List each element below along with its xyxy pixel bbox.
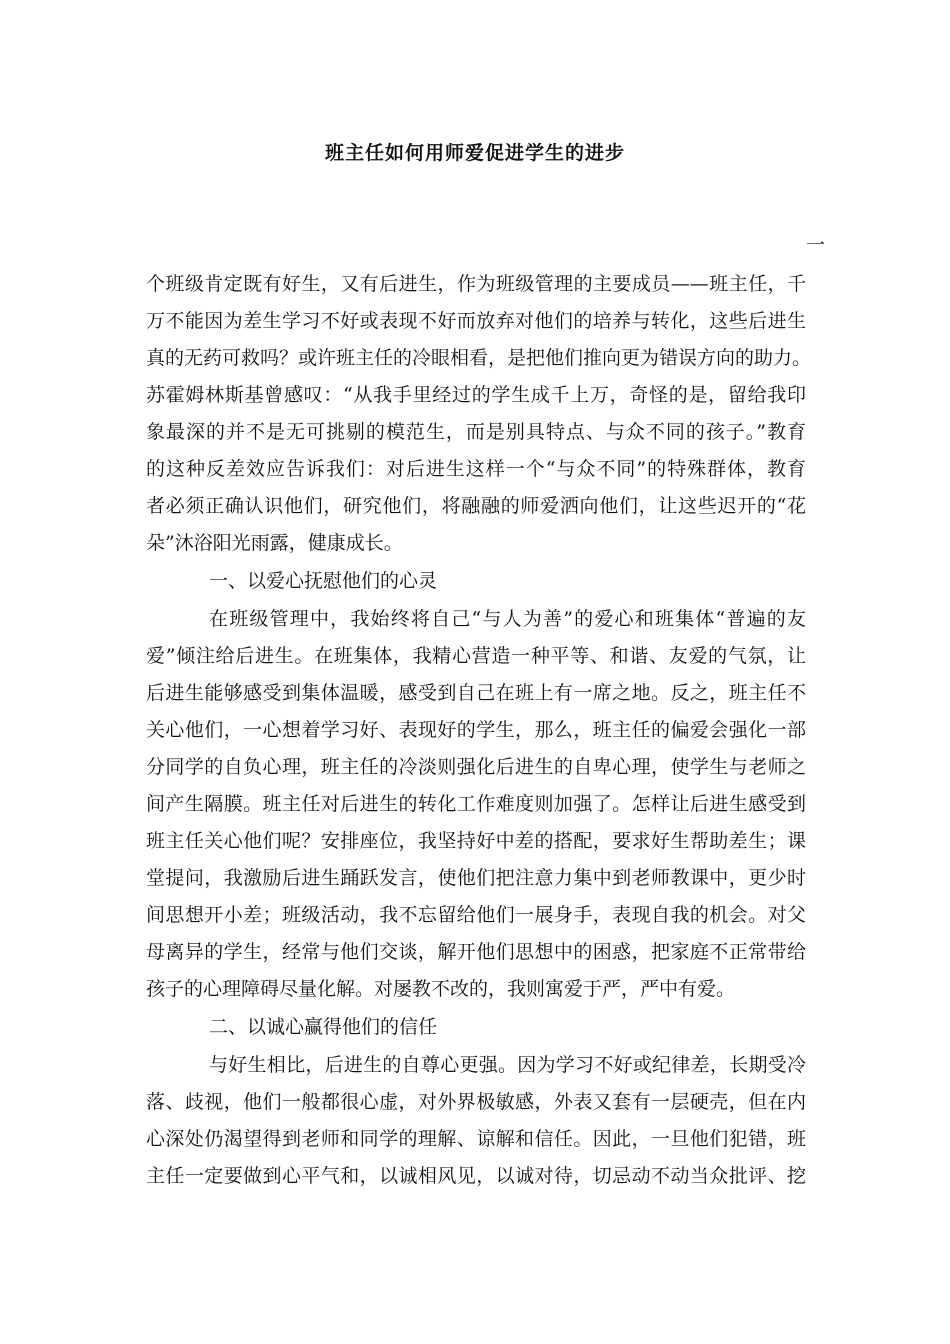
intro-line: 朵”沐浴阳光雨露，健康成长。: [146, 532, 403, 554]
section-1-line: 母离异的学生，经常与他们交谈，解开他们思想中的困惑，把家庭不正常带给: [146, 941, 806, 963]
intro-line: 者必须正确认识他们，研究他们，将融融的师爱洒向他们，让这些迟开的“花: [146, 495, 806, 517]
section-1-line: 堂提问，我激励后进生踊跃发言，使他们把注意力集中到老师教课中，更少时: [146, 867, 806, 889]
section-2-line: 落、歧视，他们一般都很心虚，对外界极敏感，外表又套有一层硬壳，但在内: [146, 1091, 806, 1113]
intro-line: 真的无药可救吗？或许班主任的冷眼相看，是把他们推向更为错误方向的助力。: [146, 347, 812, 369]
section-1-line: 在班级管理中，我始终将自己“与人为善”的爱心和班集体“普遍的友: [209, 608, 806, 630]
leading-character: 一: [806, 234, 826, 256]
section-1-line: 间思想开小差；班级活动，我不忘留给他们一展身手，表现自我的机会。对父: [146, 904, 806, 926]
section-1-line: 孩子的心理障碍尽量化解。对屡教不改的，我则寓爱于严，严中有爱。: [146, 978, 736, 1000]
section-1-line: 间产生隔膜。班主任对后进生的转化工作难度则加强了。怎样让后进生感受到: [146, 793, 806, 815]
intro-line: 苏霍姆林斯基曾感叹：“从我手里经过的学生成千上万，奇怪的是，留给我印: [146, 384, 806, 406]
intro-line: 象最深的并不是无可挑剔的模范生，而是别具特点、与众不同的孩子。”教育: [146, 421, 806, 443]
section-heading-2: 二、以诚心赢得他们的信任: [209, 1016, 438, 1038]
intro-line: 个班级肯定既有好生，又有后进生，作为班级管理的主要成员——班主任，千: [146, 273, 806, 295]
section-1-line: 分同学的自负心理，班主任的冷淡则强化后进生的自卑心理，使学生与老师之: [146, 756, 806, 778]
section-1-line: 后进生能够感受到集体温暖，感受到自己在班上有一席之地。反之，班主任不: [146, 682, 806, 704]
section-1-line: 爱”倾注给后进生。在班集体，我精心营造一种平等、和谐、友爱的气氛，让: [146, 645, 806, 667]
section-2-line: 主任一定要做到心平气和，以诚相风见，以诚对待，切忌动不动当众批评、挖: [146, 1165, 806, 1187]
section-1-line: 关心他们，一心想着学习好、表现好的学生，那么，班主任的偏爱会强化一部: [146, 719, 806, 741]
document-title: 班主任如何用师爱促进学生的进步: [324, 142, 625, 164]
section-2-line: 心深处仍渴望得到老师和同学的理解、谅解和信任。因此，一旦他们犯错，班: [146, 1128, 806, 1150]
intro-line: 万不能因为差生学习不好或表现不好而放弃对他们的培养与转化，这些后进生: [146, 310, 806, 332]
intro-line: 的这种反差效应告诉我们：对后进生这样一个“与众不同”的特殊群体，教育: [146, 458, 806, 480]
section-heading-1: 一、以爱心抚慰他们的心灵: [209, 570, 438, 592]
section-2-line: 与好生相比，后进生的自尊心更强。因为学习不好或纪律差，长期受冷: [209, 1054, 806, 1076]
section-1-line: 班主任关心他们呢？安排座位，我坚持好中差的搭配，要求好生帮助差生；课: [146, 830, 806, 852]
